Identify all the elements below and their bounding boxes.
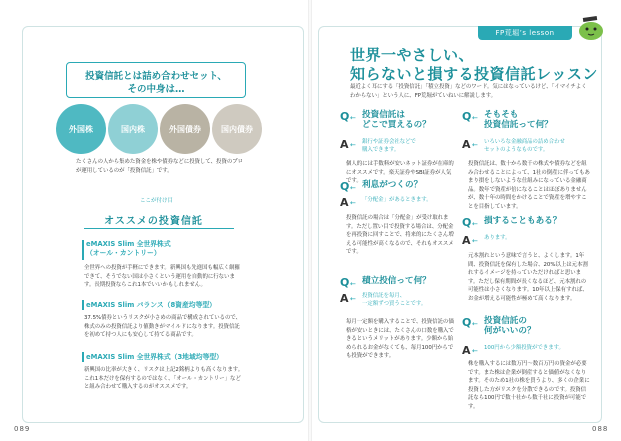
mascot-icon [574, 14, 606, 42]
lead-text: 最近よく耳にする「投資信託」「積立投資」などのワード。気にはなっているけど、「イマイチよくわからない」という人に、FP荒堀がていねいに解説します。 [350, 84, 587, 99]
question-line: どこで買えるの？ [362, 120, 431, 130]
a-mark: A [340, 292, 349, 305]
question-benefits [462, 316, 592, 340]
answer-text [484, 139, 565, 154]
answer-line: 銀行や証券会社などで [362, 139, 416, 145]
arrow-icon: ← [350, 184, 356, 192]
book-gutter [308, 0, 312, 441]
body-installment: 毎月一定額を購入することで、投資信託の価格が安いときには、たくさんの口数を購入できるというメリットがあります。少額から始められるお金がなくても、毎月100円からでも投資ができます。 [346, 319, 454, 359]
question-line: 投資信託って何？ [484, 120, 553, 130]
q-mark: Q [340, 180, 350, 193]
asset-circle-foreign-stocks [56, 104, 106, 154]
fund-2-name: eMAXIS Slim バランス（8資産均等型） [86, 301, 216, 309]
question-text: 積立投信って何？ [362, 276, 431, 286]
fund-2-desc: 37.5%債券というリスクが小さめの商品で構成されているので、株式のみの投資信託より値動きがマイルドになります。投資信託を初めて持つ人にも安心して持てる商品です。 [84, 315, 242, 338]
lesson-brand-tag: FP荒堀’s lesson [478, 26, 572, 40]
page-number-right: 088 [592, 425, 609, 433]
question-text: 利息がつくの？ [362, 180, 423, 190]
answer-text [362, 293, 426, 308]
fund-3-desc: 新興国の比率が大きく、リスクは上記2銘柄よりも高くなります。これ1本だけを保有するのではなく、「オール・カントリー」などと組み合わせて購入するのがオススメです。 [84, 367, 244, 390]
asset-circle-domestic-bonds [212, 104, 262, 154]
main-title-line2: 知らないと損する投資信託レッスン [350, 65, 598, 83]
left-title-line2: その中身は… [127, 84, 185, 95]
fund-1-name-line1: eMAXIS Slim 全世界株式 [86, 240, 171, 248]
left-title-line1: 投資信託とは詰め合わせセット、 [85, 71, 227, 82]
answer-where-to-buy [340, 138, 460, 156]
question-line: 何がいいの？ [484, 326, 536, 336]
arrow-icon: ← [472, 114, 478, 122]
asset-circle-label: 国内債券 [221, 124, 253, 134]
q-mark: Q [462, 110, 472, 123]
answer-line: セットのようなものです。 [484, 146, 549, 153]
body-loss: 元本割れという意味で言うと、よくします。1年間、投資信託を保有した場合、20%以上は元本割れするイメージを持っていただければと思います。ただし保有期間が長くなるほど、元本割れの可能性は小さくなります。10年以上保有すれば、お金が増える可能性が極めて高くなります。 [468, 253, 588, 302]
fund-1-name-line2: （オール・カントリー） [86, 249, 161, 257]
fund-accent-bar [82, 352, 84, 362]
arrow-icon: ← [472, 141, 478, 149]
fund-accent-bar [82, 240, 84, 260]
a-mark: A [462, 138, 471, 151]
section-underline [84, 228, 234, 229]
asset-circle-label: 国内株 [121, 124, 145, 134]
arrow-icon: ← [350, 141, 356, 149]
answer-line: 投資信託を毎月、 [362, 293, 406, 299]
answer-text: 100円から少額投資ができます。 [484, 345, 564, 351]
question-line: 投資信託の [484, 316, 527, 326]
question-text [484, 316, 536, 336]
fund-accent-bar [82, 300, 84, 310]
question-loss [462, 216, 592, 230]
asset-circle-label: 外国株 [69, 124, 93, 134]
question-what-is-fund [462, 110, 592, 134]
q-mark: Q [462, 316, 472, 329]
question-interest [340, 180, 460, 194]
question-line: そもそも [484, 110, 519, 120]
answer-loss [462, 234, 592, 246]
body-interest: 投資信託の場合は「分配金」が受け取れます。ただし置い目で投資する場合は、分配金を再投資に回すことで、将来的にたくさん増える可能性が高くなるので、それもオススメです。 [346, 215, 454, 255]
question-line: 投資信託は [362, 110, 405, 120]
asset-circle-domestic-stocks [108, 104, 158, 154]
q-mark: Q [340, 110, 350, 123]
arrow-icon: ← [350, 295, 356, 303]
question-where-to-buy [340, 110, 460, 134]
q-mark: Q [340, 276, 350, 289]
arrow-icon: ← [472, 237, 478, 245]
body-what-is-fund: 投資信託は、数十から数千の株式や債券などを組み合わせることによって、1社の倒産に伴ってもあまり損をしないような仕組みになっている金融商品。数年で資産が倍になることはほぼありませんが、数十年の時間をかけることで資産を増やすことを目指しています。 [468, 161, 590, 210]
main-title-line1: 世界一やさしい、 [350, 46, 475, 64]
intro-text: たくさんの人から集めた資金を株や債券などに投資して、投資のプロが運用しているのが「投資信託」です。 [76, 159, 244, 174]
arrow-icon: ← [350, 199, 356, 207]
answer-benefits [462, 344, 592, 356]
page-number-left: 089 [14, 425, 31, 433]
body-benefits: 株を購入するには数万円〜数百万円の資金が必要です。また株は企業が倒産すると価値がなくなります。そのため1社の株を買うより、多くの企業に投資した方がリスクを分散できるのです。投資信託なら100円で数十社から数千社に投資が可能です。 [468, 361, 590, 410]
left-title-box [66, 62, 246, 98]
fund-1-name [86, 240, 171, 258]
asset-circle-foreign-bonds [160, 104, 210, 154]
answer-line: 一定額ずつ買うことです。 [362, 300, 427, 307]
arrow-icon: ← [350, 114, 356, 122]
section-title-recommended: オススメの投資信託 [104, 216, 203, 227]
answer-line: いろいろな金融商品の詰め合わせ [484, 139, 565, 145]
answer-text: あります。 [484, 235, 511, 241]
answer-line: 購入できます。 [362, 146, 400, 153]
answer-text [362, 139, 416, 154]
answer-installment [340, 292, 460, 310]
answer-what-is-fund [462, 138, 592, 156]
question-installment [340, 276, 460, 290]
question-text: 損することもある？ [484, 216, 562, 226]
a-mark: A [462, 234, 471, 247]
fund-3-name: eMAXIS Slim 全世界株式（3地域均等型） [86, 353, 223, 361]
recommend-sub-label: ここが付け目 [140, 198, 174, 204]
a-mark: A [340, 138, 349, 151]
arrow-icon: ← [350, 280, 356, 288]
body-where-to-buy: 個人的には手数料が安いネット証券が在庫的にオススメです。楽天証券やSBI証券が人気です。 [346, 161, 454, 184]
answer-interest [340, 196, 460, 208]
arrow-icon: ← [472, 220, 478, 228]
question-text [362, 110, 431, 130]
question-text [484, 110, 553, 130]
a-mark: A [340, 196, 349, 209]
q-mark: Q [462, 216, 472, 229]
answer-text: 「分配金」があるときます。 [362, 197, 432, 203]
a-mark: A [462, 344, 471, 357]
arrow-icon: ← [472, 347, 478, 355]
fund-1-desc: 全世界への投資が手軽にできます。新興国も先進国も幅広く網羅できて、そうでない国は小さくという運用を自動的に行ないます。長期投資ならこれ1本でいいかもしれません。 [84, 265, 240, 288]
asset-circle-label: 外国債券 [169, 124, 201, 134]
arrow-icon: ← [472, 320, 478, 328]
